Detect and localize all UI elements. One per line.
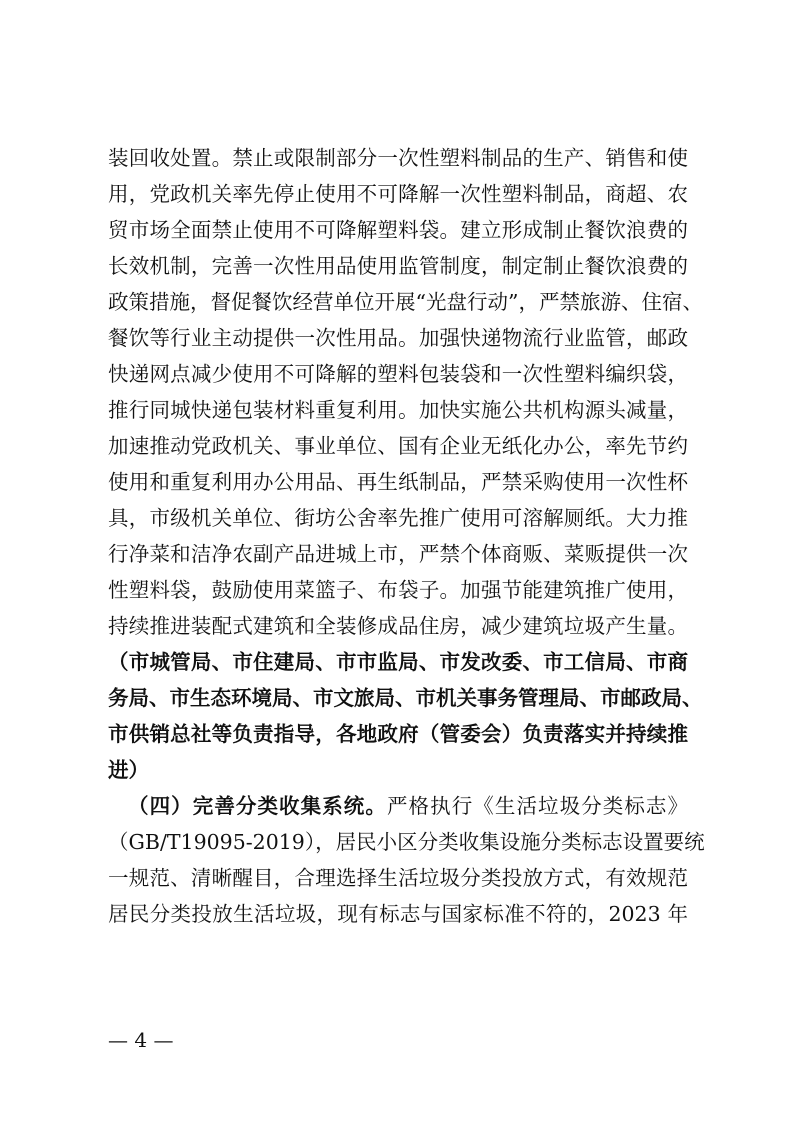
responsible-departments-line: （市城管局、市住建局、市市监局、市发改委、市工信局、市商 [108, 650, 688, 674]
text-line: 使用和重复利用办公用品、再生纸制品，严禁采购使用一次性杯 [108, 470, 688, 494]
body-text [108, 140, 705, 932]
text-line: 一规范、清晰醒目，合理选择生活垃圾分类投放方式，有效规范 [108, 866, 688, 890]
section-first-line [108, 788, 688, 824]
text-line: 贸市场全面禁止使用不可降解塑料袋。建立形成制止餐饮浪费的 [108, 218, 688, 242]
text-line: 居民分类投放生活垃圾，现有标志与国家标准不符的，2023 年 [108, 902, 688, 926]
section-heading: （四）完善分类收集系统。 [128, 794, 387, 818]
text-line: 用，党政机关率先停止使用不可降解一次性塑料制品，商超、农 [108, 182, 688, 206]
text-line: 快递网点减少使用不可降解的塑料包装袋和一次性塑料编织袋， [108, 362, 688, 386]
text-line: 性塑料袋，鼓励使用菜篮子、布袋子。加强节能建筑推广使用， [108, 578, 688, 602]
text-line: 装回收处置。禁止或限制部分一次性塑料制品的生产、销售和使 [108, 146, 688, 170]
text-line: 具，市级机关单位、街坊公舍率先推广使用可溶解厕纸。大力推 [108, 506, 688, 530]
page-number: — 4 — [108, 1028, 174, 1052]
text-line: 推行同城快递包装材料重复利用。加快实施公共机构源头减量， [108, 398, 688, 422]
responsible-departments-line: 进） [108, 758, 149, 782]
text-line: 行净菜和洁净农副产品进城上市，严禁个体商贩、菜贩提供一次 [108, 542, 688, 566]
section-text: 严格执行《生活垃圾分类标志》 [386, 794, 689, 818]
text-line: 长效机制，完善一次性用品使用监管制度，制定制止餐饮浪费的 [108, 254, 688, 278]
responsible-departments-line: 市供销总社等负责指导，各地政府（管委会）负责落实并持续推 [108, 722, 688, 746]
text-line: 政策措施，督促餐饮经营单位开展“光盘行动”，严禁旅游、住宿、 [108, 290, 703, 314]
text-line: 餐饮等行业主动提供一次性用品。加强快递物流行业监管，邮政 [108, 326, 688, 350]
responsible-departments-line: 务局、市生态环境局、市文旅局、市机关事务管理局、市邮政局、 [108, 686, 703, 710]
text-line: 加速推动党政机关、事业单位、国有企业无纸化办公，率先节约 [108, 434, 688, 458]
text-line: 持续推进装配式建筑和全装修成品住房，减少建筑垃圾产生量。 [108, 614, 688, 638]
text-line: （GB/T19095-2019），居民小区分类收集设施分类标志设置要统 [108, 830, 705, 854]
